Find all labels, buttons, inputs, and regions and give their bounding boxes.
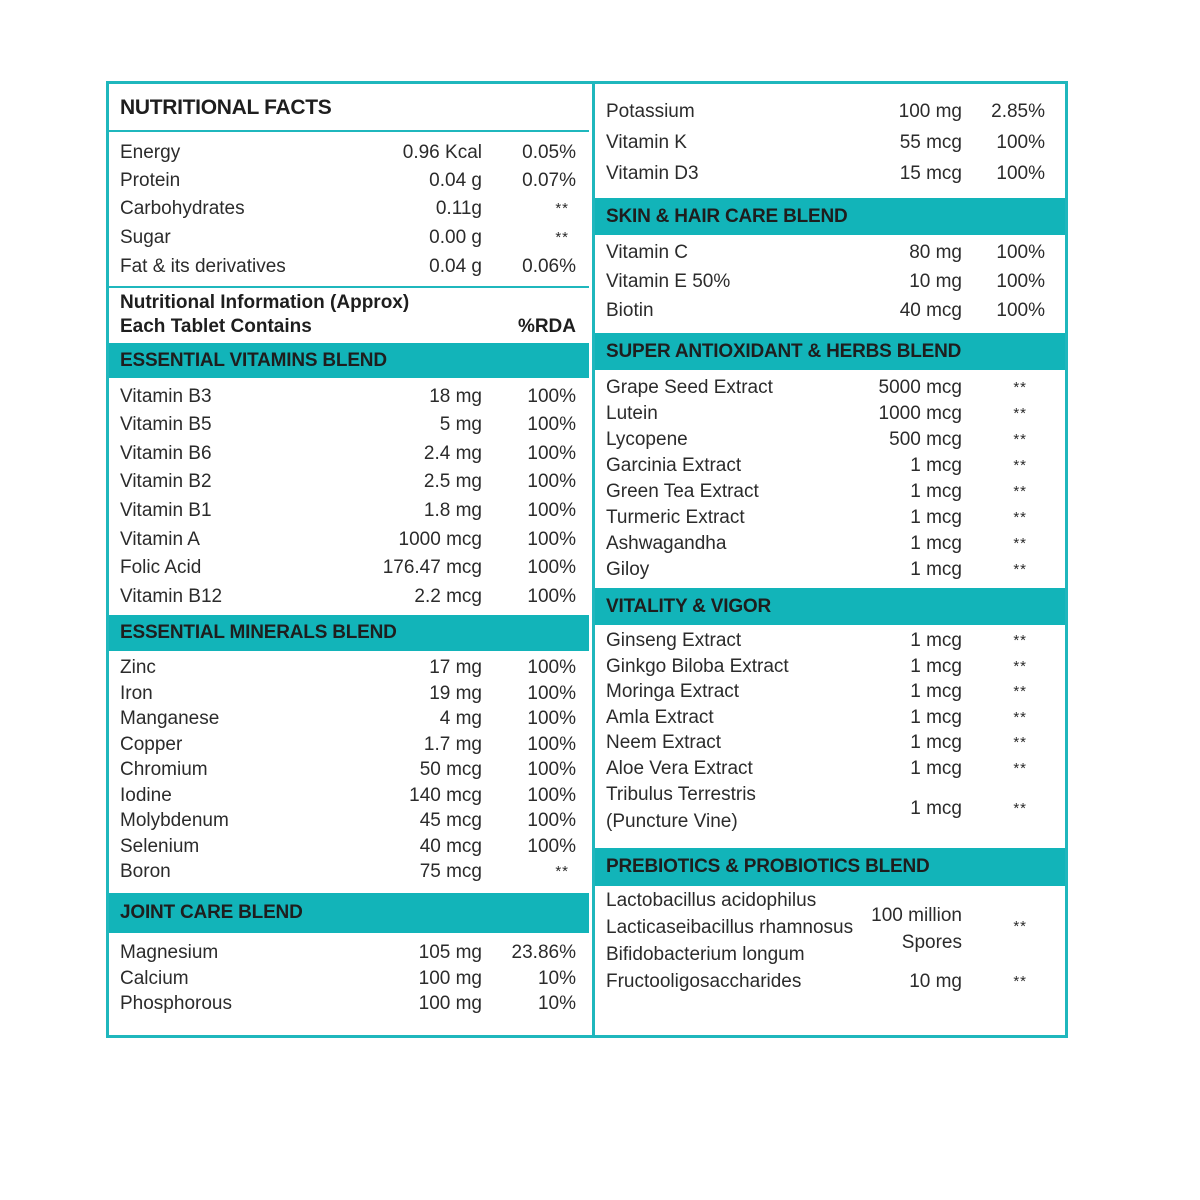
vitality-row: Amla Extract 1 mcg ** xyxy=(606,707,1027,728)
mineral-row: Potassium 100 mg 2.85% xyxy=(606,101,1045,122)
tribulus-name: Tribulus Terrestris (Puncture Vine) xyxy=(606,784,756,832)
herb-row: Turmeric Extract 1 mcg ** xyxy=(606,507,1027,528)
herb-row: Giloy 1 mcg ** xyxy=(606,559,1027,580)
fact-row: Energy 0.96 Kcal 0.05% xyxy=(120,142,576,163)
mineral-row: Zinc 17 mg 100% xyxy=(120,657,576,678)
vitamin-row: Vitamin B2 2.5 mg 100% xyxy=(120,471,576,492)
herb-row: Lycopene 500 mcg ** xyxy=(606,429,1027,450)
skin-row: Biotin 40 mcg 100% xyxy=(606,300,1045,321)
fact-row: Fat & its derivatives 0.04 g 0.06% xyxy=(120,256,576,277)
joint-row: Magnesium 105 mg 23.86% xyxy=(120,942,576,963)
joint-row: Phosphorous 100 mg 10% xyxy=(120,993,576,1014)
fos-row: Fructooligosaccharides 10 mg ** xyxy=(606,971,1027,992)
herb-row: Grape Seed Extract 5000 mcg ** xyxy=(606,377,1027,398)
vitality-row: Moringa Extract 1 mcg ** xyxy=(606,681,1027,702)
vitamin-row: Folic Acid 176.47 mcg 100% xyxy=(120,557,576,578)
mineral-row: Vitamin D3 15 mcg 100% xyxy=(606,163,1045,184)
nutritional-facts-title: NUTRITIONAL FACTS xyxy=(120,96,332,119)
mineral-row: Iodine 140 mcg 100% xyxy=(120,785,576,806)
probiotic-strains: Lactobacillus acidophilus Lacticaseibacillus rhamnosus Bifidobacterium longum xyxy=(606,890,854,965)
divider xyxy=(109,130,589,132)
fact-row: Protein 0.04 g 0.07% xyxy=(120,170,576,191)
vitamin-row: Vitamin A 1000 mcg 100% xyxy=(120,529,576,550)
vitamin-row: Vitamin B1 1.8 mg 100% xyxy=(120,500,576,521)
vitamin-row: Vitamin B6 2.4 mg 100% xyxy=(120,443,576,464)
vitality-row: Aloe Vera Extract 1 mcg ** xyxy=(606,758,1027,779)
joint-row: Calcium 100 mg 10% xyxy=(120,968,576,989)
skin-hair-header: SKIN & HAIR CARE BLEND xyxy=(595,198,1065,235)
mineral-row: Selenium 40 mcg 100% xyxy=(120,836,576,857)
vitamin-row: Vitamin B12 2.2 mcg 100% xyxy=(120,586,576,607)
vitality-row: Ginseng Extract 1 mcg ** xyxy=(606,630,1027,651)
herb-row: Garcinia Extract 1 mcg ** xyxy=(606,455,1027,476)
mineral-row: Vitamin K 55 mcg 100% xyxy=(606,132,1045,153)
left-column xyxy=(109,84,589,1035)
vitality-vigor-header: VITALITY & VIGOR xyxy=(595,588,1065,625)
herb-row: Lutein 1000 mcg ** xyxy=(606,403,1027,424)
vitamin-row: Vitamin B5 5 mg 100% xyxy=(120,414,576,435)
herb-row: Green Tea Extract 1 mcg ** xyxy=(606,481,1027,502)
probiotic-quantity: 100 million Spores xyxy=(871,905,962,953)
mineral-row: Chromium 50 mcg 100% xyxy=(120,759,576,780)
herb-row: Ashwagandha 1 mcg ** xyxy=(606,533,1027,554)
tribulus-row: 1 mcg ** xyxy=(910,798,1027,819)
info-heading-line1: Nutritional Information (Approx) xyxy=(120,292,410,313)
rda-column-label: %RDA xyxy=(517,316,576,337)
right-column xyxy=(592,84,1065,1035)
antioxidant-herbs-header: SUPER ANTIOXIDANT & HERBS BLEND xyxy=(595,333,1065,370)
divider xyxy=(109,286,589,288)
mineral-row: Manganese 4 mg 100% xyxy=(120,708,576,729)
joint-care-header: JOINT CARE BLEND xyxy=(109,893,589,933)
fact-row: Carbohydrates 0.11g ** xyxy=(120,198,569,219)
mineral-row: Boron 75 mcg ** xyxy=(120,861,569,882)
prebiotics-probiotics-header: PREBIOTICS & PROBIOTICS BLEND xyxy=(595,848,1065,886)
probiotic-rda: ** xyxy=(1013,918,1027,935)
mineral-row: Copper 1.7 mg 100% xyxy=(120,734,576,755)
nutrition-table xyxy=(106,81,1068,1038)
mineral-row: Iron 19 mg 100% xyxy=(120,683,576,704)
vitality-row: Neem Extract 1 mcg ** xyxy=(606,732,1027,753)
vitamin-row: Vitamin B3 18 mg 100% xyxy=(120,386,576,407)
skin-row: Vitamin E 50% 10 mg 100% xyxy=(606,271,1045,292)
fact-row: Sugar 0.00 g ** xyxy=(120,227,569,248)
vitality-row: Ginkgo Biloba Extract 1 mcg ** xyxy=(606,656,1027,677)
essential-vitamins-header: ESSENTIAL VITAMINS BLEND xyxy=(109,343,589,378)
info-heading-line2: Each Tablet Contains xyxy=(120,316,312,337)
mineral-row: Molybdenum 45 mcg 100% xyxy=(120,810,576,831)
skin-row: Vitamin C 80 mg 100% xyxy=(606,242,1045,263)
essential-minerals-header: ESSENTIAL MINERALS BLEND xyxy=(109,615,589,651)
